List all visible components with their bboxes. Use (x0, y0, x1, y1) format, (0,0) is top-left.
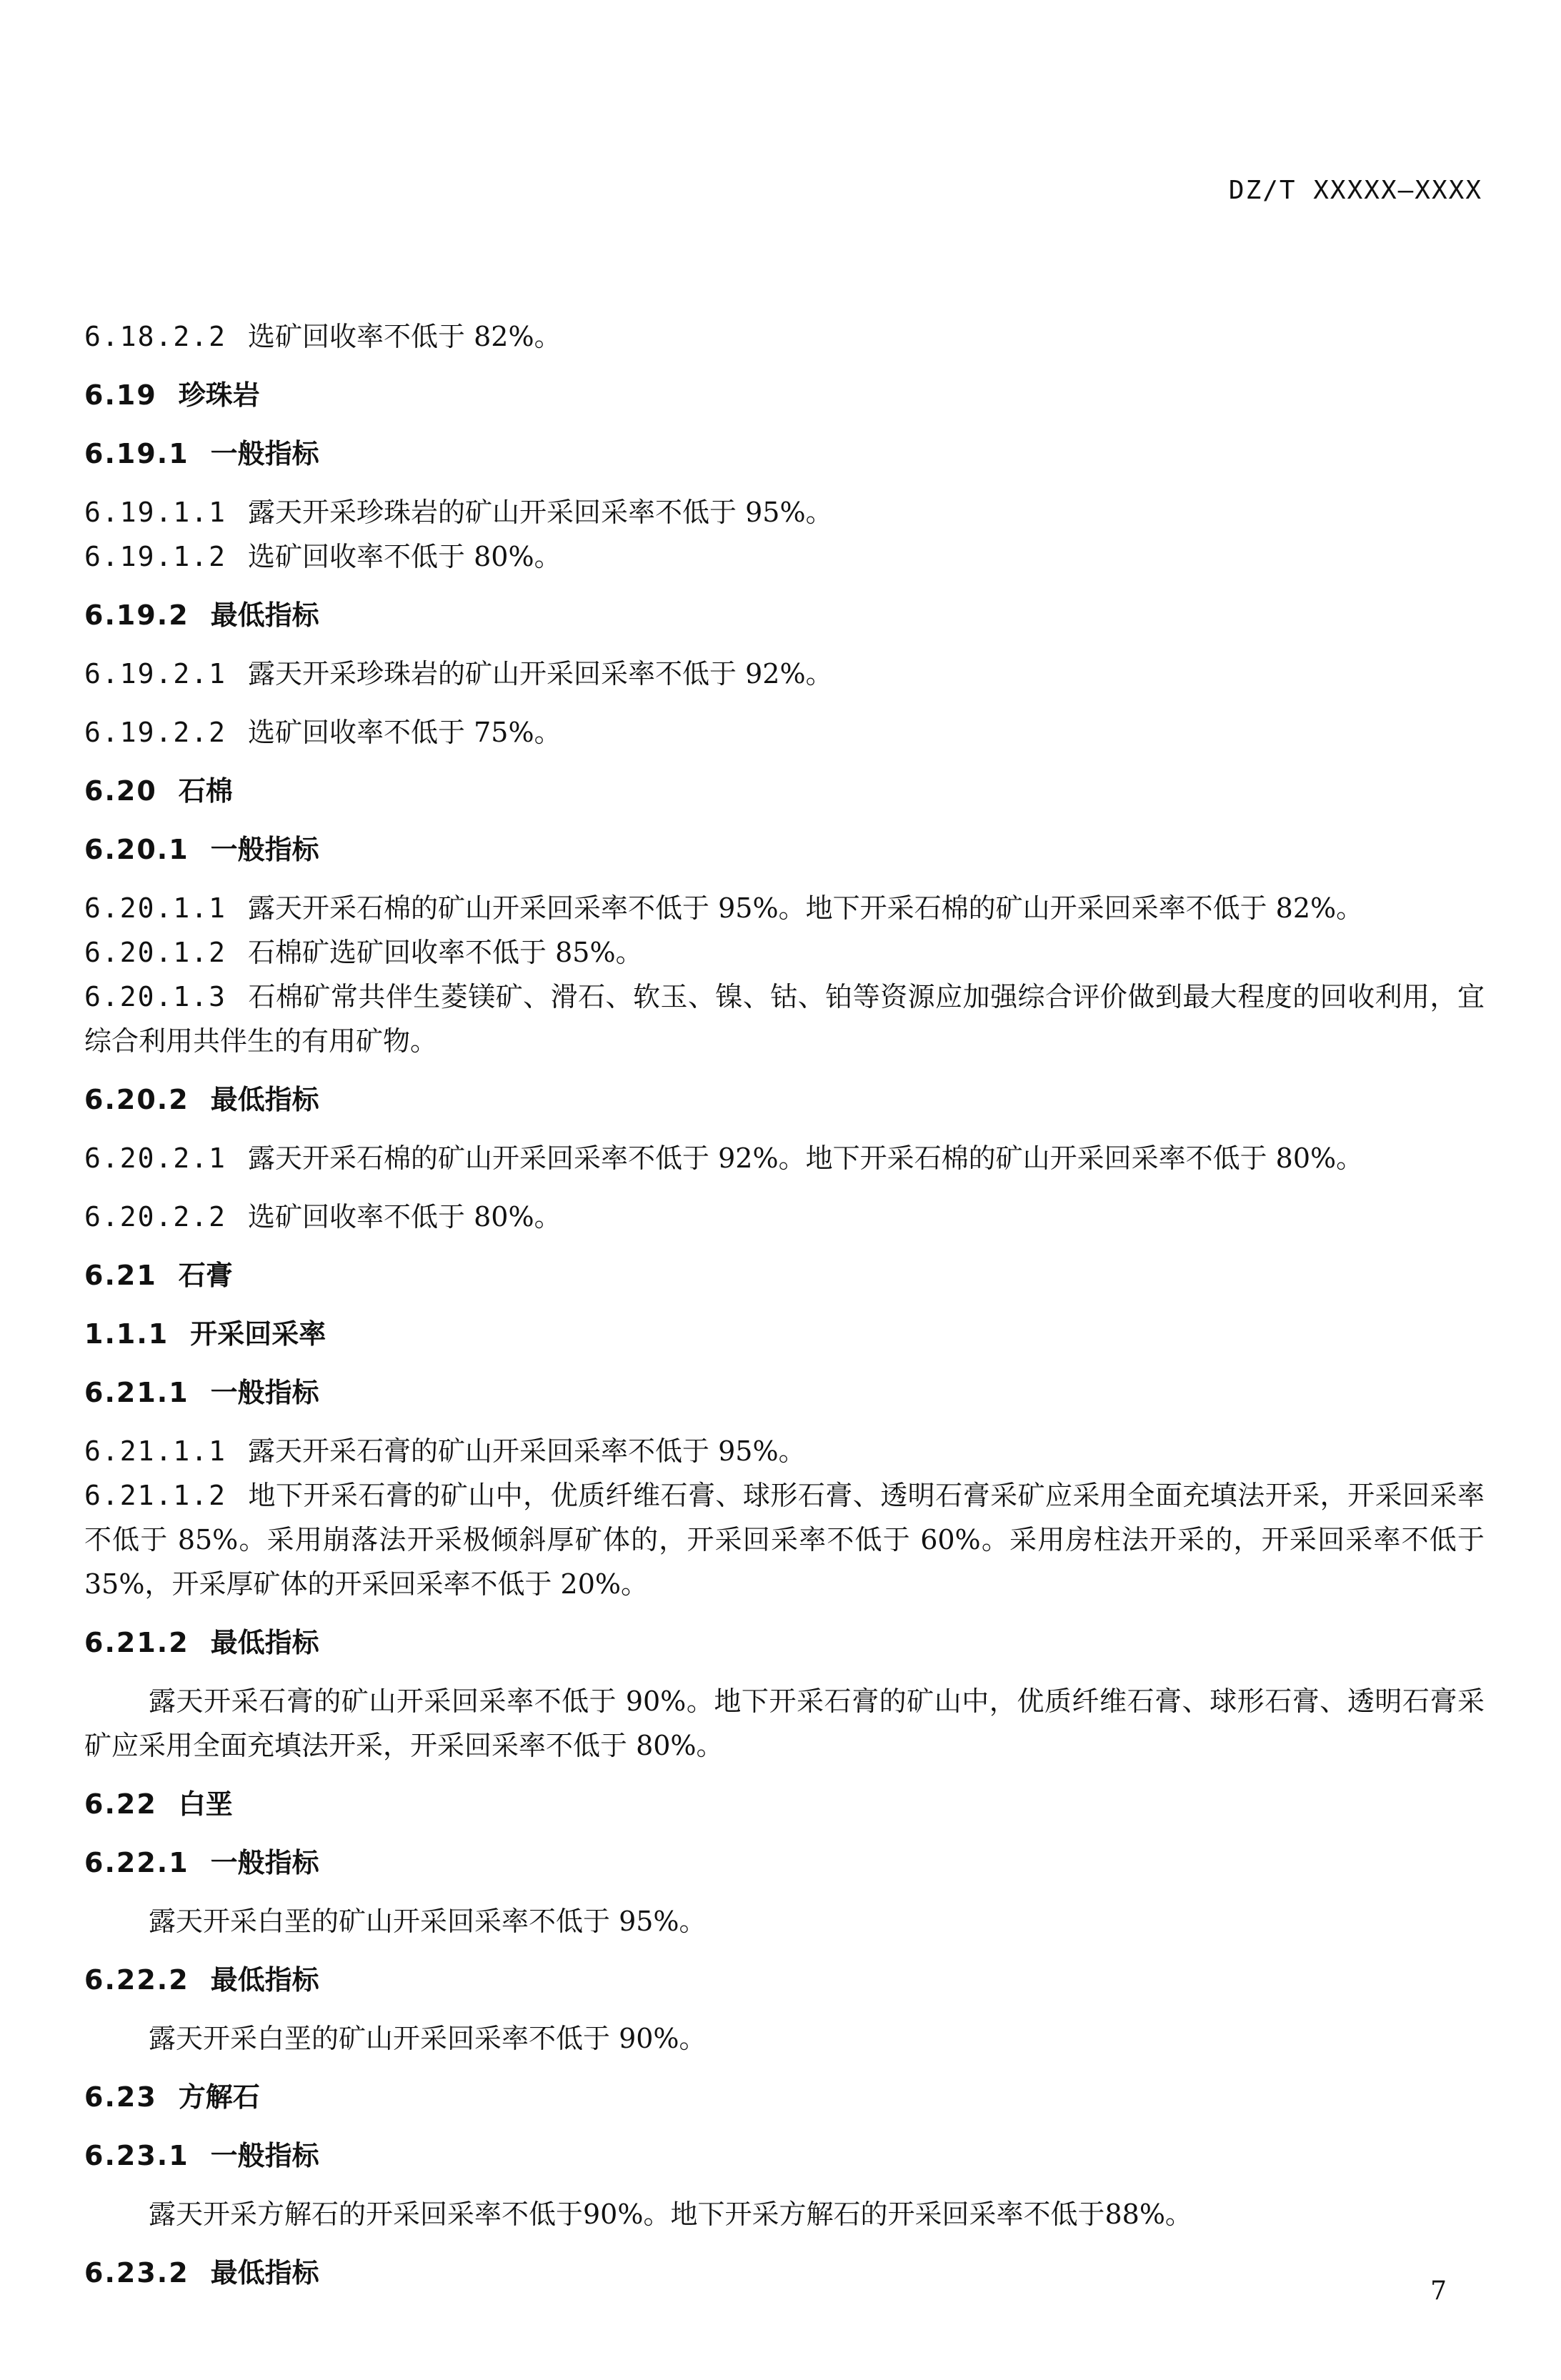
subsection-number: 6.21.1 (84, 1377, 189, 1408)
clause-6-20-1-3 (84, 975, 1485, 1063)
subsection-heading-6-23-1 (84, 2133, 1485, 2178)
subsection-heading-6-19-2 (84, 593, 1485, 637)
heading-1-1-1 (84, 1312, 1485, 1356)
subsection-number: 6.21.2 (84, 1627, 189, 1658)
section-title: 石棉 (178, 775, 233, 807)
section-heading-6-19 (84, 373, 1485, 417)
paragraph-6-23-1-body: 露天开采方解石的开采回采率不低于90%。地下开采方解石的开采回采率不低于88%。 (149, 2199, 1192, 2230)
subsection-number: 6.20.2 (84, 1084, 189, 1115)
clause-text: 露天开采石棉的矿山开采回采率不低于 92%。地下开采石棉的矿山开采回采率不低于 80%。 (248, 1142, 1364, 1174)
section-heading-6-22 (84, 1782, 1485, 1826)
section-number: 6.23 (84, 2081, 157, 2113)
section-heading-6-20 (84, 769, 1485, 813)
subsection-heading-6-21-2 (84, 1620, 1485, 1665)
clause-text: 选矿回收率不低于 80%。 (248, 541, 562, 572)
clause-text: 露天开采珍珠岩的矿山开采回采率不低于 92%。 (248, 658, 833, 689)
subsection-title: 最低指标 (210, 1627, 319, 1658)
subsection-title: 一般指标 (210, 1377, 319, 1408)
clause-text: 选矿回收率不低于 75%。 (248, 717, 562, 748)
subsection-number: 6.20.1 (84, 834, 189, 865)
clause-number: 6.21.1.1 (84, 1435, 227, 1467)
section-number: 6.22 (84, 1788, 157, 1820)
subsection-number: 6.23.1 (84, 2140, 189, 2171)
clause-text: 露天开采珍珠岩的矿山开采回采率不低于 95%。 (248, 497, 833, 528)
clause-number: 6.19.2.2 (84, 717, 227, 748)
section-number: 6.19 (84, 379, 157, 411)
section-title: 石膏 (178, 1260, 233, 1291)
subsection-title: 最低指标 (210, 1084, 319, 1115)
clause-6-19-1-2 (84, 534, 1485, 579)
clause-6-19-2-2 (84, 710, 1485, 755)
clause-number: 6.20.2.1 (84, 1142, 227, 1174)
clause-number: 6.20.1.1 (84, 892, 227, 924)
clause-number: 6.19.2.1 (84, 658, 227, 689)
page-number: 7 (1430, 2276, 1447, 2306)
section-number: 6.20 (84, 775, 157, 807)
clause-number: 6.21.1.2 (84, 1480, 227, 1511)
section-number: 6.21 (84, 1260, 157, 1291)
subsection-heading-6-22-1 (84, 1841, 1485, 1885)
clause-6-18-2-2 (84, 314, 1485, 359)
clause-6-20-1-1 (84, 886, 1485, 930)
subsection-heading-6-22-2 (84, 1958, 1485, 2002)
clause-6-19-1-1 (84, 490, 1485, 534)
clause-6-20-2-2 (84, 1195, 1485, 1239)
paragraph-6-22-1-body: 露天开采白垩的矿山开采回采率不低于 95%。 (149, 1906, 707, 1937)
clause-text: 露天开采石膏的矿山开采回采率不低于 95%。 (248, 1435, 806, 1467)
clause-text: 石棉矿选矿回收率不低于 85%。 (248, 937, 643, 968)
clause-number: 6.20.1.2 (84, 937, 227, 968)
clause-6-20-2-1 (84, 1136, 1485, 1180)
clause-6-21-1-2 (84, 1473, 1485, 1606)
clause-text: 石棉矿常共伴生菱镁矿、滑石、软玉、镍、钴、铂等资源应加强综合评价做到最大程度的回收利用，宜综合利用共伴生的有用矿物。 (84, 981, 1485, 1057)
heading-title: 开采回采率 (190, 1318, 326, 1350)
subsection-number: 6.19.2 (84, 599, 189, 631)
subsection-heading-6-20-1 (84, 827, 1485, 872)
clause-number: 6.19.1.1 (84, 497, 227, 528)
subsection-title: 最低指标 (210, 599, 319, 631)
subsection-number: 6.23.2 (84, 2257, 189, 2289)
clause-6-19-2-1 (84, 652, 1485, 696)
subsection-title: 一般指标 (210, 438, 319, 469)
clause-text: 选矿回收率不低于 82%。 (248, 321, 562, 352)
subsection-title: 一般指标 (210, 2140, 319, 2171)
clause-text: 露天开采石棉的矿山开采回采率不低于 95%。地下开采石棉的矿山开采回采率不低于 82%。 (248, 892, 1364, 924)
clause-6-20-1-2 (84, 930, 1485, 975)
subsection-number: 6.22.1 (84, 1847, 189, 1878)
section-title: 白垩 (178, 1788, 233, 1820)
document-code: DZ/T XXXXX—XXXX (1228, 176, 1482, 205)
clause-text: 选矿回收率不低于 80%。 (248, 1201, 562, 1233)
paragraph-6-22-2-body: 露天开采白垩的矿山开采回采率不低于 90%。 (149, 2023, 707, 2054)
document-body (84, 314, 1485, 2295)
clause-6-21-1-1 (84, 1429, 1485, 1473)
clause-number: 6.20.1.3 (84, 981, 227, 1012)
clause-number: 6.20.2.2 (84, 1201, 227, 1233)
clause-text: 地下开采石膏的矿山中，优质纤维石膏、球形石膏、透明石膏采矿应采用全面充填法开采，开采回采率不低于 85%。采用崩落法开采极倾斜厚矿体的，开采回采率不低于 60%。采用房柱法开采的，开采回采率不低于 35%，开采厚矿体的开采回采率不低于 20%。 (84, 1480, 1485, 1600)
subsection-title: 一般指标 (210, 834, 319, 865)
clause-number: 6.19.1.2 (84, 541, 227, 572)
section-heading-6-23 (84, 2075, 1485, 2119)
section-title: 珍珠岩 (178, 379, 260, 411)
subsection-heading-6-23-2 (84, 2251, 1485, 2295)
subsection-number: 6.19.1 (84, 438, 189, 469)
subsection-title: 最低指标 (210, 2257, 319, 2289)
heading-number: 1.1.1 (84, 1318, 169, 1350)
section-title: 方解石 (178, 2081, 260, 2113)
subsection-heading-6-19-1 (84, 432, 1485, 476)
subsection-heading-6-20-2 (84, 1077, 1485, 1122)
subsection-heading-6-21-1 (84, 1370, 1485, 1415)
subsection-title: 一般指标 (210, 1847, 319, 1878)
paragraph-6-21-2-body: 露天开采石膏的矿山开采回采率不低于 90%。地下开采石膏的矿山中，优质纤维石膏、球形石膏、透明石膏采矿应采用全面充填法开采，开采回采率不低于 80%。 (84, 1686, 1485, 1761)
section-heading-6-21 (84, 1253, 1485, 1298)
subsection-number: 6.22.2 (84, 1964, 189, 1996)
subsection-title: 最低指标 (210, 1964, 319, 1996)
clause-number: 6.18.2.2 (84, 321, 227, 352)
